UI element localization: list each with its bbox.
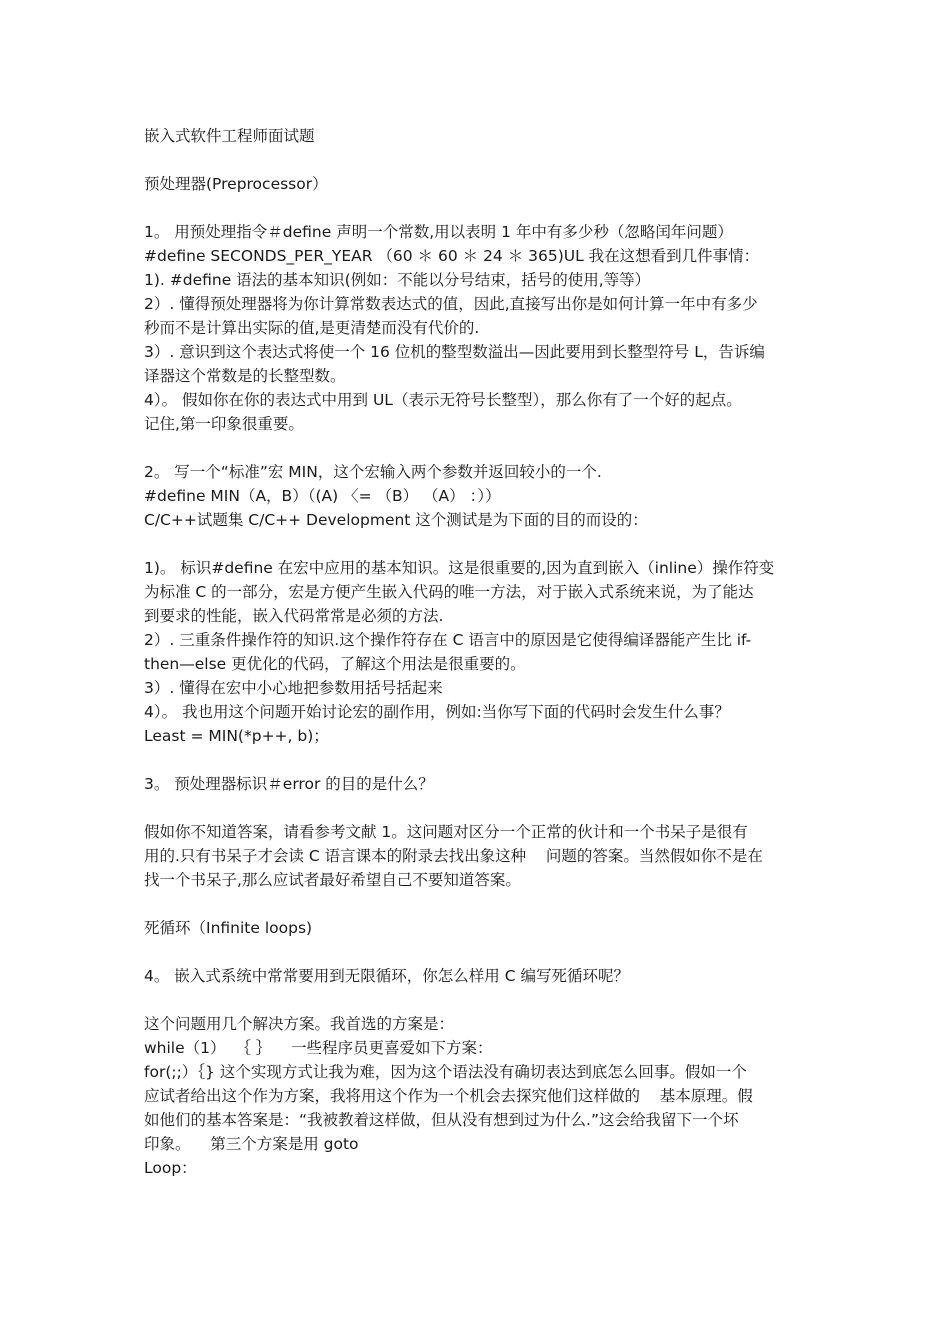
text-line: 1)。 标识#define 在宏中应用的基本知识。这是很重要的,因为直到嵌入（inline）操作符变 — [144, 559, 775, 577]
text-line: 4）。 假如你在你的表达式中用到 UL（表示无符号长整型），那么你有了一个好的起点。 — [144, 391, 742, 409]
text-line: 记住,第一印象很重要。 — [144, 415, 304, 433]
question-3: 3。 预处理器标识＃error 的目的是什么？ — [144, 775, 434, 793]
section-heading-preprocessor: 预处理器(Preprocessor） — [144, 175, 328, 193]
text-line: then—else 更优化的代码，了解这个用法是很重要的。 — [144, 655, 526, 673]
text-line: Loop： — [144, 1159, 197, 1177]
text-line: 找一个书呆子,那么应试者最好希望自己不要知道答案。 — [144, 871, 521, 889]
text-line: 3）. 意识到这个表达式将使一个 16 位机的整型数溢出—因此要用到长整型符号 L，告诉编 — [144, 343, 765, 361]
text-line: 译器这个常数是的长整型数。 — [144, 367, 346, 385]
question-3-answer — [144, 820, 809, 892]
section-heading-infinite-loops: 死循环（Infinite loops) — [144, 919, 313, 937]
text-line: 1。 用预处理指令＃define 声明一个常数,用以表明 1 年中有多少秒（忽略闰年问题） — [144, 223, 733, 241]
text-line: 为标准 C 的一部分，宏是方便产生嵌入代码的唯一方法，对于嵌入式系统来说，为了能达 — [144, 583, 754, 601]
text-line: 2）. 三重条件操作符的知识.这个操作符存在 C 语言中的原因是它使得编译器能产生比 if- — [144, 631, 752, 649]
text-line: Least = MIN(*p++, b)； — [144, 727, 329, 745]
text-line: 印象。 第三个方案是用 goto — [144, 1135, 359, 1153]
text-line: #define SECONDS_PER_YEAR （60 ＊ 60 ＊ 24 ＊ 365)UL 我在这想看到几件事情： — [144, 247, 760, 265]
text-line: 假如你不知道答案，请看参考文献 1。这问题对区分一个正常的伙计和一个书呆子是很有 — [144, 823, 748, 841]
text-line: 这个问题用几个解决方案。我首选的方案是： — [144, 1015, 455, 1033]
question-2-answer — [144, 556, 809, 748]
text-line: C/C++试题集 C/C++ Development 这个测试是为下面的目的而设的： — [144, 511, 648, 529]
question-1 — [144, 220, 809, 436]
text-line: 2。 写一个“标准”宏 MIN，这个宏输入两个参数并返回较小的一个. — [144, 463, 602, 481]
text-line: 秒而不是计算出实际的值,是更清楚而没有代价的. — [144, 319, 480, 337]
question-4-answer — [144, 1012, 809, 1180]
text-line: while（1） ｛ ｝ 一些程序员更喜爱如下方案： — [144, 1039, 493, 1057]
text-line: 到要求的性能，嵌入代码常常是必须的方法. — [144, 607, 444, 625]
text-line: 用的.只有书呆子才会读 C 语言课本的附录去找出象这种 问题的答案。当然假如你不是在 — [144, 847, 763, 865]
document-title: 嵌入式软件工程师面试题 — [144, 127, 315, 145]
document-page — [144, 124, 809, 1180]
text-line: #define MIN（A，B）（(A) 〈= （B） （A） ：）） — [144, 487, 501, 505]
text-line: 3）. 懂得在宏中小心地把参数用括号括起来 — [144, 679, 443, 697]
text-line: 4）。 我也用这个问题开始讨论宏的副作用，例如:当你写下面的代码时会发生什么事？ — [144, 703, 730, 721]
question-2 — [144, 460, 809, 532]
text-line: 2）. 懂得预处理器将为你计算常数表达式的值，因此,直接写出你是如何计算一年中有多少 — [144, 295, 758, 313]
text-line: 1). #define 语法的基本知识(例如：不能以分号结束，括号的使用,等等） — [144, 271, 651, 289]
question-4: 4。 嵌入式系统中常常要用到无限循环，你怎么样用 C 编写死循环呢？ — [144, 967, 629, 985]
text-line: 如他们的基本答案是：“我被教着这样做，但从没有想到过为什么.”这会给我留下一个坏 — [144, 1111, 739, 1129]
text-line: for(;;）｛} 这个实现方式让我为难，因为这个语法没有确切表达到底怎么回事。假如一个 — [144, 1063, 747, 1081]
text-line: 应试者给出这个作为方案，我将用这个作为一个机会去探究他们这样做的 基本原理。假 — [144, 1087, 753, 1105]
